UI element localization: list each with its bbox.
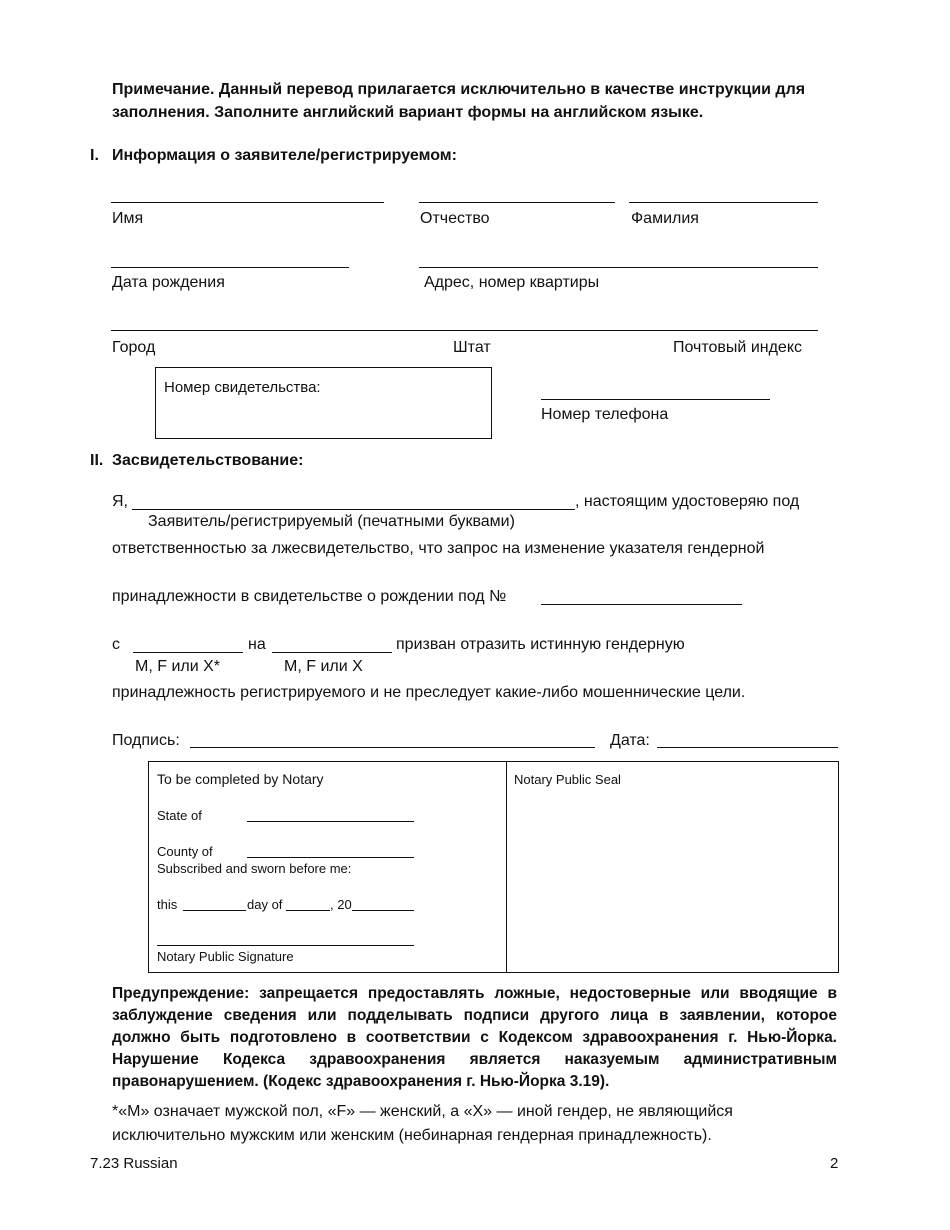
- first-name-label: Имя: [112, 210, 144, 227]
- to-word: на: [248, 636, 266, 653]
- phone-field[interactable]: [541, 399, 770, 400]
- last-name-label: Фамилия: [631, 210, 699, 227]
- signature-label: Подпись:: [112, 732, 180, 749]
- dob-field[interactable]: [111, 267, 349, 268]
- attestation-line-5: принадлежность регистрируемого и не преследует какие-либо мошеннические цели.: [112, 684, 746, 701]
- from-gender-caption: M, F или X*: [135, 658, 220, 675]
- attestation-line-4-suffix: призван отразить истинную гендерную: [396, 636, 685, 653]
- section-1-number: I.: [90, 147, 99, 164]
- notary-this-label: this: [157, 897, 178, 912]
- attestation-line-2: ответственностью за лжесвидетельство, что запрос на изменение указателя гендерной: [112, 540, 765, 557]
- date-label: Дата:: [610, 732, 650, 749]
- notary-year-field[interactable]: [352, 910, 414, 911]
- first-name-field[interactable]: [111, 202, 384, 203]
- certificate-number-field[interactable]: [541, 604, 742, 605]
- notary-block: [148, 761, 839, 973]
- notary-day-of-label: day of: [247, 897, 283, 912]
- to-gender-field[interactable]: [272, 652, 392, 653]
- notary-seal-label: Notary Public Seal: [514, 772, 621, 787]
- notary-subscribed: Subscribed and sworn before me:: [157, 861, 352, 876]
- warning-text: Предупреждение: запрещается предоставлять ложные, недостоверные или вводящие в заблуждение сведения или подделывать подписи другого лица в заявлении, которое должно быть подготовлено в соответствии с Кодексом здравоохранения г. Нью-Йорка. Нарушение Кодекса здравоохранения является наказуемым административным правонарушением. (Кодекс здравоохранения г. Нью-Йорка 3.19).: [112, 985, 837, 1090]
- attestation-line-3: принадлежности в свидетельстве о рождении под №: [112, 588, 507, 605]
- certificate-number-label: Номер свидетельства:: [164, 379, 321, 396]
- notary-state-label: State of: [157, 808, 202, 823]
- to-gender-caption: M, F или X: [284, 658, 363, 675]
- city-state-zip-field[interactable]: [111, 330, 818, 331]
- address-label: Адрес, номер квартиры: [424, 274, 600, 291]
- from-word: с: [112, 636, 120, 653]
- notary-signature-field[interactable]: [157, 945, 414, 946]
- state-label: Штат: [453, 339, 491, 356]
- certificate-number-box[interactable]: [155, 367, 492, 439]
- i-prefix: Я,: [112, 493, 128, 510]
- notary-signature-label: Notary Public Signature: [157, 949, 294, 964]
- footnote-text: *«M» означает мужской пол, «F» — женский, а «X» — иной гендер, не являющийся исключительно мужским или женским (небинарная гендерная принадлежность).: [112, 1103, 733, 1144]
- section-2-title: Засвидетельствование:: [112, 452, 304, 469]
- zip-label: Почтовый индекс: [673, 339, 802, 356]
- note-line-1: Примечание. Данный перевод прилагается исключительно в качестве инструкции для: [112, 81, 806, 98]
- notary-county-field[interactable]: [247, 857, 414, 858]
- notary-heading: To be completed by Notary: [157, 771, 324, 787]
- applicant-name-field[interactable]: [132, 509, 575, 510]
- notary-day-field[interactable]: [183, 910, 246, 911]
- patronymic-field[interactable]: [419, 202, 615, 203]
- i-suffix: , настоящим удостоверяю под: [575, 493, 800, 510]
- city-label: Город: [112, 339, 156, 356]
- dob-label: Дата рождения: [112, 274, 225, 291]
- notary-divider: [506, 762, 507, 972]
- date-field[interactable]: [657, 747, 838, 748]
- footer-page-number: 2: [830, 1155, 839, 1172]
- patronymic-label: Отчество: [420, 210, 490, 227]
- section-2-number: II.: [90, 452, 104, 469]
- signature-field[interactable]: [190, 747, 595, 748]
- applicant-caption: Заявитель/регистрируемый (печатными буквами): [148, 513, 515, 530]
- last-name-field[interactable]: [629, 202, 818, 203]
- notary-county-label: County of: [157, 844, 213, 859]
- note-line-2: заполнения. Заполните английский вариант формы на английском языке.: [112, 104, 704, 121]
- section-1-title: Информация о заявителе/регистрируемом:: [112, 147, 457, 164]
- notary-year-prefix: , 20: [330, 897, 352, 912]
- from-gender-field[interactable]: [133, 652, 243, 653]
- address-field[interactable]: [419, 267, 818, 268]
- notary-state-field[interactable]: [247, 821, 414, 822]
- footer-version: 7.23 Russian: [90, 1155, 178, 1172]
- notary-month-field[interactable]: [286, 910, 330, 911]
- phone-label: Номер телефона: [541, 406, 669, 423]
